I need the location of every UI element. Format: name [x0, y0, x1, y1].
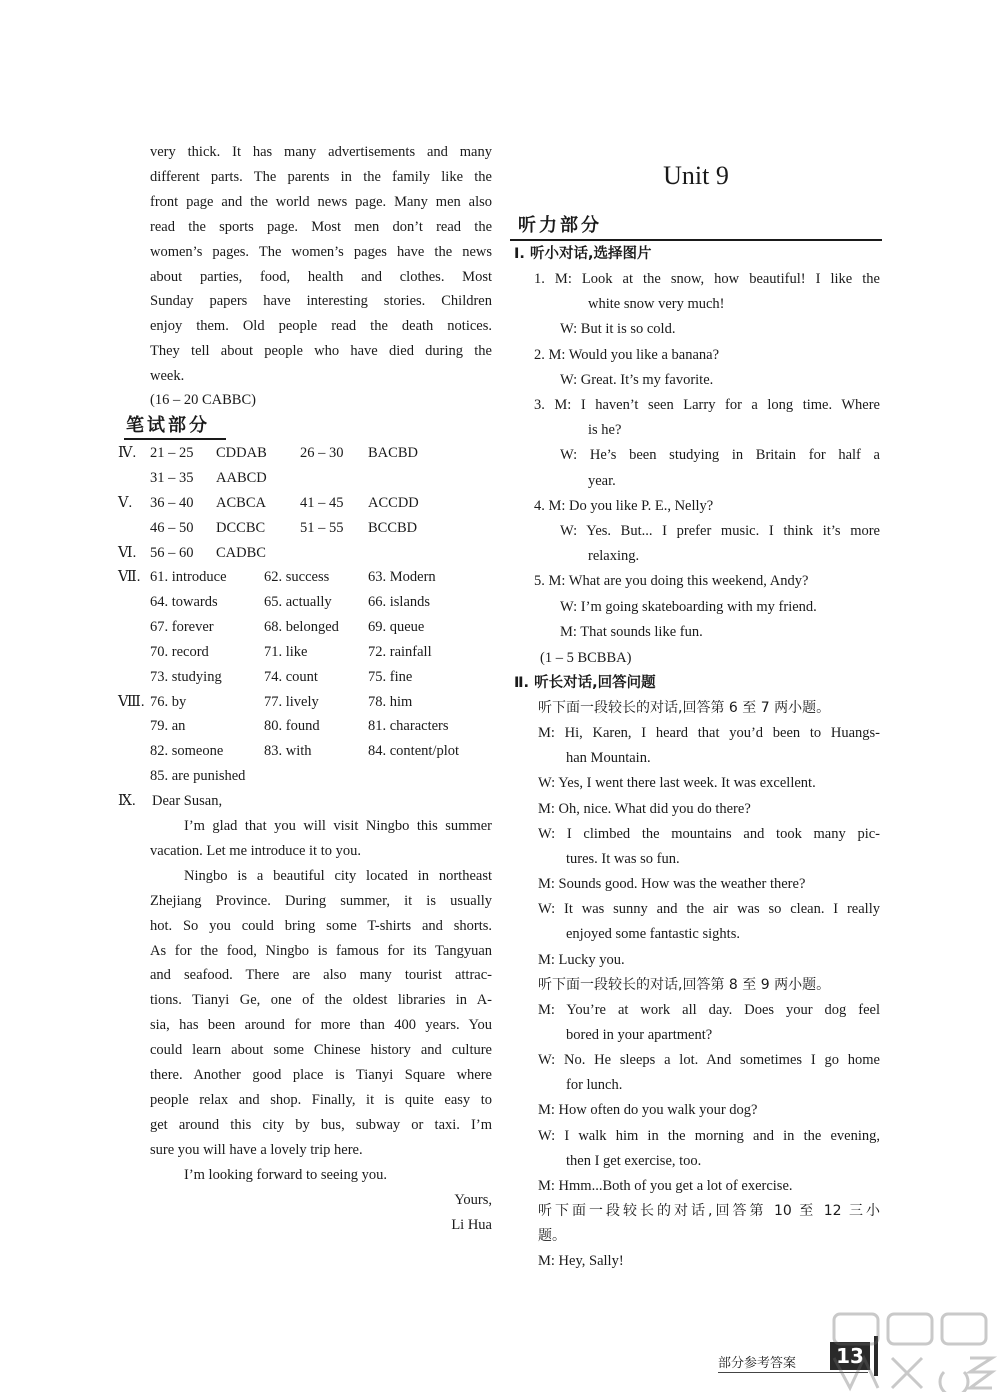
question-range: 41 – 45: [300, 494, 344, 511]
page-number: 13: [830, 1342, 870, 1370]
dialogue-line: M: Hi, Karen, I heard that you’d been to Huangs-: [538, 725, 880, 742]
answer-letters: BACBD: [368, 445, 418, 461]
instruction-line: 听下面一段较长的对话,回答第 6 至 7 两小题。: [538, 700, 831, 716]
roman-numeral: Ⅸ.: [118, 793, 136, 809]
letter-line: I’m looking forward to seeing you.: [184, 1166, 387, 1183]
passage-line: They tell about people who have died during the: [150, 343, 492, 360]
answer-letters: CDDAB: [216, 445, 267, 461]
dialogue-line: bored in your apartment?: [566, 1026, 713, 1043]
letter-salutation: Dear Susan,: [152, 793, 223, 809]
question-range: 36 – 40: [150, 494, 194, 511]
dialogue-line: M: That sounds like fun.: [560, 623, 703, 640]
dialogue-line: M: How often do you walk your dog?: [538, 1102, 758, 1119]
letter-signature: Li Hua: [451, 1217, 492, 1233]
word-answer: 81. characters: [368, 718, 449, 735]
passage-line: week.: [150, 368, 185, 385]
passage-line: different parts. The parents in the family like the: [150, 168, 492, 185]
word-answer: 78. him: [368, 693, 413, 710]
letter-line: and seafood. There are also many tourist attrac-: [150, 967, 492, 984]
dialogue-line: for lunch.: [566, 1077, 623, 1094]
roman-numeral: Ⅴ.: [118, 494, 133, 511]
dialogue-line: 2. M: Would you like a banana?: [534, 346, 720, 363]
dialogue-line: tures. It was so fun.: [566, 850, 680, 867]
part1-answer: (1 – 5 BCBBA): [540, 650, 632, 666]
dialogue-line: 4. M: Do you like P. E., Nelly?: [534, 497, 714, 514]
word-answer: 72. rainfall: [368, 643, 432, 660]
instruction-line: 题。: [538, 1228, 566, 1245]
word-answer: 69. queue: [368, 618, 425, 635]
letter-line: Zhejiang Province. During summer, it is usually: [150, 892, 492, 909]
word-answer: 77. lively: [264, 693, 319, 710]
dialogue-line: W: I’m going skateboarding with my friend.: [560, 598, 817, 615]
question-range: 31 – 35: [150, 469, 194, 486]
dialogue-line: M: Lucky you.: [538, 951, 625, 968]
watermark-logo: [820, 1310, 1000, 1392]
letter-line: hot. So you could bring some T-shirts and shorts.: [150, 917, 492, 934]
dialogue-line: W: No. He sleeps a lot. And sometimes I go home: [538, 1052, 880, 1069]
instruction-line: 听下面一段较长的对话,回答第 10 至 12 三小: [538, 1203, 880, 1219]
written-section-title: 笔试部分: [126, 415, 210, 436]
dialogue-line: enjoyed some fantastic sights.: [566, 926, 740, 943]
dialogue-line: year.: [588, 472, 616, 489]
roman-numeral: Ⅳ.: [118, 445, 137, 461]
roman-numeral: Ⅷ.: [118, 693, 145, 710]
word-answer: 62. success: [264, 569, 330, 585]
dialogue-line: M: Oh, nice. What did you do there?: [538, 800, 751, 817]
dialogue-line: is he?: [588, 422, 622, 439]
dialogue-line: 3. M: I haven’t seen Larry for a long time. Where: [534, 397, 880, 413]
answer-letters: BCCBD: [368, 519, 418, 536]
word-answer: 84. content/plot: [368, 743, 460, 760]
answer-letters: ACBCA: [216, 494, 266, 511]
word-answer: 70. record: [150, 643, 209, 660]
dialogue-line: relaxing.: [588, 548, 640, 565]
listening-section-underline: [510, 239, 882, 241]
passage-line: read the sports page. Most men don’t read the: [150, 218, 492, 235]
word-answer: 61. introduce: [150, 569, 227, 585]
passage-answer: (16 – 20 CABBC): [150, 392, 256, 408]
unit-title: Unit 9: [663, 161, 729, 190]
dialogue-line: M: Hey, Sally!: [538, 1253, 624, 1270]
answer-letters: DCCBC: [216, 519, 266, 536]
question-range: 51 – 55: [300, 519, 344, 536]
roman-numeral: Ⅶ.: [118, 569, 141, 585]
word-answer: 73. studying: [150, 668, 222, 685]
answer-letters: ACCDD: [368, 494, 419, 511]
written-section-underline: [124, 438, 226, 440]
dialogue-line: han Mountain.: [566, 750, 651, 767]
dialogue-line: M: Hmm...Both of you get a lot of exercise.: [538, 1177, 793, 1194]
letter-line: could learn about some Chinese history and culture: [150, 1042, 492, 1059]
question-range: 46 – 50: [150, 519, 194, 536]
dialogue-line: W: I climbed the mountains and took many pic-: [538, 825, 880, 842]
answer-letters: AABCD: [216, 469, 267, 486]
dialogue-line: 5. M: What are you doing this weekend, Andy?: [534, 573, 809, 590]
footer-label: 部分参考答案: [718, 1356, 797, 1371]
instruction-line: 听下面一段较长的对话,回答第 8 至 9 两小题。: [538, 976, 831, 993]
letter-line: sure you will have a lovely trip here.: [150, 1141, 363, 1158]
passage-line: very thick. It has many advertisements and many: [150, 144, 492, 160]
letter-line: I’m glad that you will visit Ningbo this summer: [184, 818, 492, 834]
letter-closing: Yours,: [454, 1192, 492, 1208]
dialogue-line: W: It was sunny and the air was so clean. I really: [538, 901, 880, 918]
letter-line: As for the food, Ningbo is famous for its Tangyuan: [150, 942, 492, 959]
question-range: 26 – 30: [300, 445, 344, 461]
dialogue-line: W: Yes, I went there last week. It was excellent.: [538, 775, 816, 792]
part1-title: Ⅰ. 听小对话,选择图片: [514, 246, 652, 262]
dialogue-line: W: Great. It’s my favorite.: [560, 371, 714, 388]
dialogue-line: M: You’re at work all day. Does your dog feel: [538, 1001, 880, 1018]
letter-line: tions. Tianyi Ge, one of the oldest libraries in A-: [150, 992, 492, 1009]
letter-line: there. Another good place is Tianyi Square where: [150, 1067, 492, 1083]
passage-line: women’s pages. The women’s pages have the news: [150, 243, 492, 260]
passage-line: Sunday papers have interesting stories. Children: [150, 293, 492, 310]
letter-line: get around this city by bus, subway or taxi. I’m: [150, 1116, 492, 1133]
word-answer: 66. islands: [368, 593, 431, 610]
letter-line: Ningbo is a beautiful city located in northeast: [184, 867, 492, 884]
word-answer: 65. actually: [264, 593, 332, 610]
answer-letters: CADBC: [216, 544, 266, 561]
word-answer: 85. are punished: [150, 768, 246, 785]
word-answer: 79. an: [150, 718, 186, 735]
letter-line: vacation. Let me introduce it to you.: [150, 842, 361, 859]
word-answer: 76. by: [150, 693, 187, 710]
dialogue-line: 1. M: Look at the snow, how beautiful! I like the: [534, 271, 880, 287]
word-answer: 83. with: [264, 743, 312, 760]
question-range: 21 – 25: [150, 445, 194, 461]
dialogue-line: white snow very much!: [588, 296, 725, 313]
dialogue-line: W: Yes. But... I prefer music. I think it’s more: [560, 523, 880, 539]
letter-line: sia, has been around for more than 400 years. You: [150, 1017, 492, 1034]
word-answer: 74. count: [264, 668, 318, 685]
word-answer: 82. someone: [150, 743, 224, 760]
word-answer: 80. found: [264, 718, 320, 735]
word-answer: 68. belonged: [264, 618, 339, 635]
letter-line: people relax and shop. Finally, it is quite easy to: [150, 1091, 492, 1108]
word-answer: 67. forever: [150, 618, 214, 635]
word-answer: 63. Modern: [368, 569, 436, 585]
word-answer: 75. fine: [368, 668, 413, 685]
passage-line: about parties, food, health and clothes. Most: [150, 268, 492, 285]
passage-line: front page and the world news page. Many men also: [150, 193, 492, 210]
question-range: 56 – 60: [150, 544, 194, 561]
dialogue-line: W: I walk him in the morning and in the evening,: [538, 1127, 880, 1144]
roman-numeral: Ⅵ.: [118, 544, 137, 561]
part2-title: Ⅱ. 听长对话,回答问题: [514, 675, 656, 691]
dialogue-line: W: He’s been studying in Britain for half a: [560, 447, 880, 464]
dialogue-line: M: Sounds good. How was the weather there?: [538, 876, 806, 893]
word-answer: 64. towards: [150, 593, 218, 610]
dialogue-line: then I get exercise, too.: [566, 1152, 702, 1169]
dialogue-line: W: But it is so cold.: [560, 321, 676, 338]
passage-line: enjoy them. Old people read the death notices.: [150, 318, 492, 335]
listening-section-title: 听力部分: [518, 215, 602, 236]
word-answer: 71. like: [264, 643, 308, 660]
